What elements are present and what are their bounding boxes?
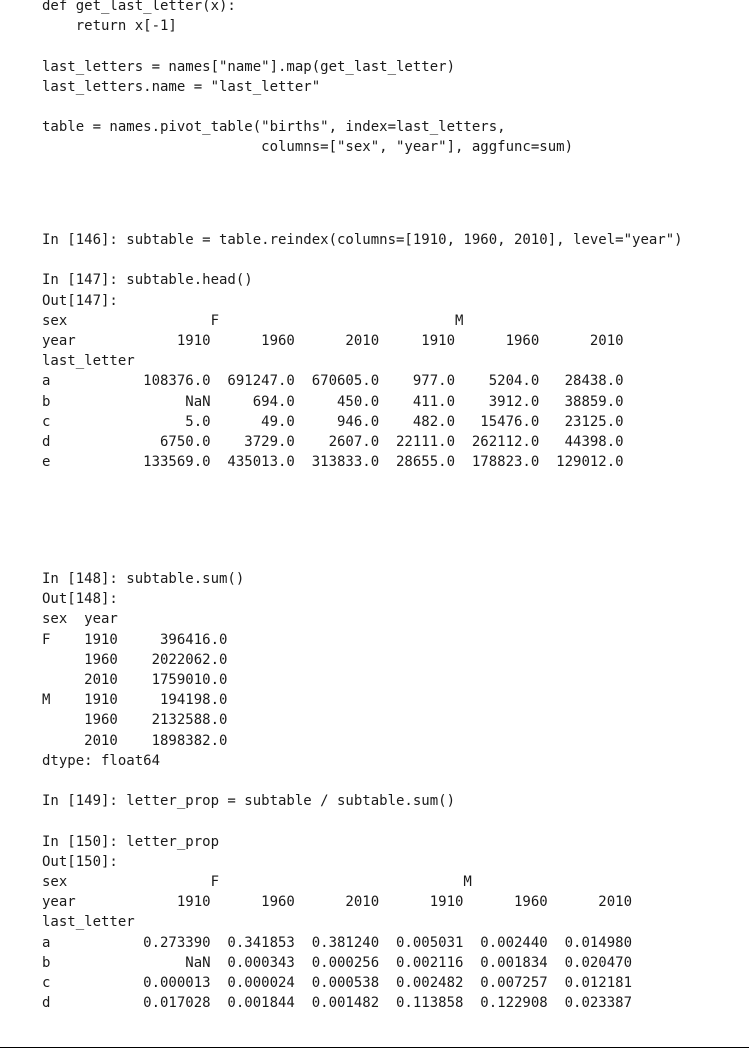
code-line: a 0.273390 0.341853 0.381240 0.005031 0.002440 0.014980 <box>42 934 633 951</box>
code-line: columns=["sex", "year"], aggfunc=sum) <box>42 139 574 156</box>
code-line: dtype: float64 <box>42 752 161 769</box>
code-line: d 6750.0 3729.0 2607.0 22111.0 262112.0 44398.0 <box>42 434 624 451</box>
code-line: table = names.pivot_table("births", index=last_letters, <box>42 119 506 136</box>
code-line: In [150]: letter_prop <box>42 833 220 850</box>
code-line: Out[148]: <box>42 591 118 608</box>
code-line: sex year <box>42 611 118 628</box>
code-line: year 1910 1960 2010 1910 1960 2010 <box>42 333 624 350</box>
code-line: In [149]: letter_prop = subtable / subtable.sum() <box>42 793 456 810</box>
code-line: F 1910 396416.0 <box>42 631 228 648</box>
code-line: year 1910 1960 2010 1910 1960 2010 <box>42 894 633 911</box>
code-line: b NaN 694.0 450.0 411.0 3912.0 38859.0 <box>42 393 624 410</box>
code-line: Out[147]: <box>42 292 118 309</box>
code-line: a 108376.0 691247.0 670605.0 977.0 5204.0 28438.0 <box>42 373 624 390</box>
code-line: b NaN 0.000343 0.000256 0.002116 0.001834 0.020470 <box>42 954 633 971</box>
code-line: last_letter <box>42 914 135 931</box>
code-line: Out[150]: <box>42 853 118 870</box>
code-line: In [148]: subtable.sum() <box>42 571 245 587</box>
code-block-pivot-table <box>42 0 573 158</box>
code-line: 2010 1759010.0 <box>42 672 228 689</box>
code-line: c 5.0 49.0 946.0 482.0 15476.0 23125.0 <box>42 413 624 430</box>
code-line: last_letters.name = "last_letter" <box>42 78 321 95</box>
code-line: 1960 2132588.0 <box>42 712 228 729</box>
footer-rule <box>0 1047 749 1048</box>
code-line: sex F M <box>42 312 464 329</box>
code-line: sex F M <box>42 874 472 891</box>
code-line: c 0.000013 0.000024 0.000538 0.002482 0.007257 0.012181 <box>42 975 633 992</box>
code-line: In [147]: subtable.head() <box>42 272 253 289</box>
code-line: d 0.017028 0.001844 0.001482 0.113858 0.122908 0.023387 <box>42 995 633 1012</box>
code-line: 1960 2022062.0 <box>42 651 228 668</box>
code-line: 2010 1898382.0 <box>42 732 228 749</box>
code-line: e 133569.0 435013.0 313833.0 28655.0 178823.0 129012.0 <box>42 454 624 471</box>
code-line: In [146]: subtable = table.reindex(columns=[1910, 1960, 2010], level="year") <box>42 232 683 248</box>
code-line: last_letter <box>42 353 135 370</box>
code-block-letter-prop <box>42 569 632 1013</box>
code-line: def get_last_letter(x): <box>42 0 236 14</box>
code-line: M 1910 194198.0 <box>42 692 228 709</box>
code-block-subtable-head <box>42 230 683 472</box>
code-line: last_letters = names["name"].map(get_last_letter) <box>42 58 456 75</box>
code-line: return x[-1] <box>42 18 177 35</box>
